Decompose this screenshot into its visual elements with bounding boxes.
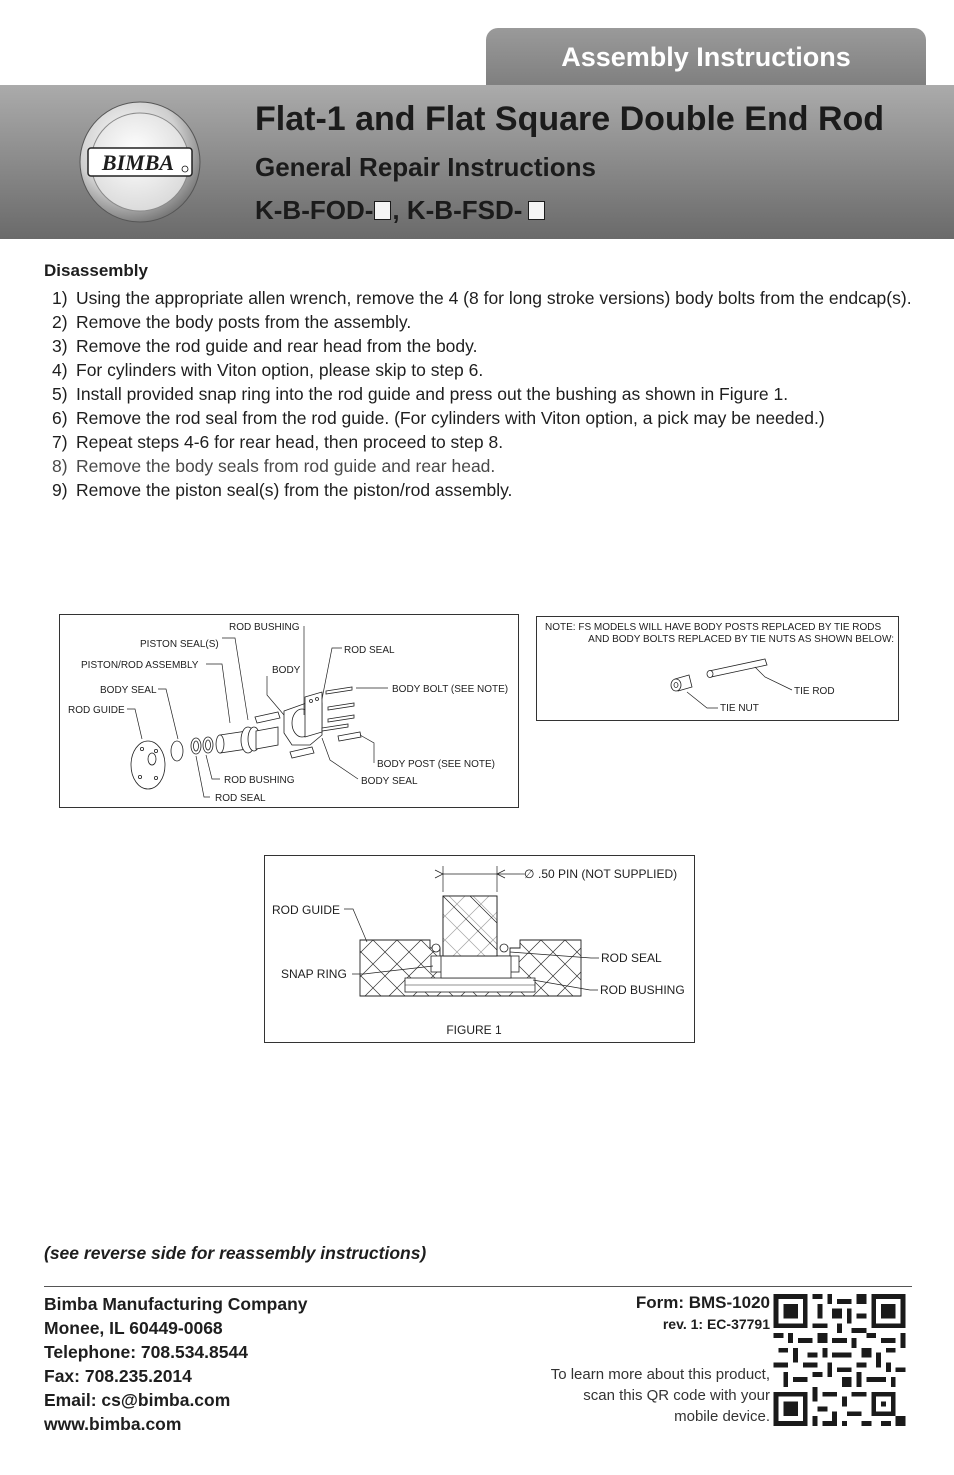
qr-code[interactable] <box>772 1294 907 1426</box>
reverse-side-note: (see reverse side for reassembly instructions) <box>44 1243 427 1263</box>
body-seal-part <box>171 741 183 761</box>
form-number: Form: BMS-1020 <box>635 1293 770 1312</box>
note-line-2: AND BODY BOLTS REPLACED BY TIE NUTS AS SHOWN BELOW: <box>588 634 894 645</box>
blank-box <box>528 201 545 220</box>
disassembly-steps <box>52 286 932 502</box>
step-number: 2) <box>52 312 68 332</box>
step-number: 3) <box>52 336 68 356</box>
list-item <box>52 430 932 454</box>
label-piston-rod-assembly: PISTON/ROD ASSEMBLY <box>81 660 199 671</box>
blank-box <box>374 201 391 220</box>
note-line-1: NOTE: FS MODELS WILL HAVE BODY POSTS REPLACED BY TIE RODS <box>545 622 882 633</box>
step-number: 6) <box>52 408 68 428</box>
company-name: Bimba Manufacturing Company <box>44 1294 308 1314</box>
step-text: Using the appropriate allen wrench, remove the 4 (8 for long stroke versions) body bolts from the endcap(s). <box>76 288 912 308</box>
list-item <box>52 454 932 478</box>
step-text: Remove the rod seal from the rod guide. (For cylinders with Viton option, a pick may be needed.) <box>76 408 825 428</box>
label-body-seal-left: BODY SEAL <box>100 685 157 696</box>
label-rod-seal-bottom: ROD SEAL <box>215 793 266 804</box>
figure-1-diagram <box>264 855 695 1043</box>
label-body-seal-right: BODY SEAL <box>361 776 418 787</box>
step-number: 9) <box>52 480 68 500</box>
label-rod-seal-top: ROD SEAL <box>344 645 395 656</box>
bimba-logo <box>78 100 202 224</box>
label-rod-bushing: ROD BUSHING <box>600 983 685 997</box>
list-item <box>52 406 932 430</box>
step-text: Remove the piston seal(s) from the piston/rod assembly. <box>76 480 513 500</box>
tie-rod-part <box>709 659 767 677</box>
model-numbers <box>255 195 546 226</box>
step-number: 7) <box>52 432 68 452</box>
diameter-symbol: ∅ <box>524 867 535 881</box>
step-text: Install provided snap ring into the rod guide and press out the bushing as shown in Figure 1. <box>76 384 789 404</box>
figure-caption: FIGURE 1 <box>446 1023 502 1037</box>
label-tie-nut: TIE NUT <box>720 703 759 714</box>
step-number: 1) <box>52 288 68 308</box>
label-rod-bushing-bottom: ROD BUSHING <box>224 775 295 786</box>
tab-label: Assembly Instructions <box>561 42 851 72</box>
label-body: BODY <box>272 665 301 676</box>
label-snap-ring: SNAP RING <box>281 967 347 981</box>
company-info <box>44 1292 308 1436</box>
disassembly-heading: Disassembly <box>44 261 148 280</box>
company-website[interactable]: www.bimba.com <box>44 1414 182 1434</box>
step-number: 8) <box>52 456 68 476</box>
model-1: K-B-FOD- <box>255 195 374 225</box>
step-text: Remove the rod guide and rear head from the body. <box>76 336 478 356</box>
step-text: Repeat steps 4-6 for rear head, then proceed to step 8. <box>76 432 504 452</box>
exploded-view-diagram <box>59 614 519 808</box>
step-number: 4) <box>52 360 68 380</box>
label-piston-seals: PISTON SEAL(S) <box>140 639 219 650</box>
label-body-post: BODY POST (SEE NOTE) <box>377 759 495 770</box>
step-number: 5) <box>52 384 68 404</box>
company-address: Monee, IL 60449-0068 <box>44 1318 223 1338</box>
label-rod-guide: ROD GUIDE <box>68 705 125 716</box>
list-item <box>52 358 932 382</box>
tie-rod-note-diagram <box>536 616 899 721</box>
logo-text: BIMBA <box>101 150 175 175</box>
revision-number: rev. 1: EC-37791 <box>662 1316 770 1332</box>
footer-divider <box>44 1286 912 1287</box>
label-rod-seal: ROD SEAL <box>601 951 662 965</box>
label-rod-bushing-top: ROD BUSHING <box>229 622 300 633</box>
company-telephone: Telephone: 708.534.8544 <box>44 1342 248 1362</box>
label-rod-guide: ROD GUIDE <box>272 903 341 917</box>
model-2: K-B-FSD- <box>406 195 523 225</box>
list-item <box>52 382 932 406</box>
assembly-instructions-tab <box>486 28 926 88</box>
label-body-bolt: BODY BOLT (SEE NOTE) <box>392 684 509 695</box>
rod-seal-section <box>432 944 440 952</box>
step-text: For cylinders with Viton option, please skip to step 6. <box>76 360 484 380</box>
page-subtitle: General Repair Instructions <box>255 152 596 182</box>
pin-label: .50 PIN (NOT SUPPLIED) <box>538 867 678 881</box>
list-item <box>52 310 932 334</box>
rod-bushing-part <box>191 738 201 754</box>
label-tie-rod: TIE ROD <box>794 686 835 697</box>
rod-guide-part <box>131 741 165 789</box>
company-fax: Fax: 708.235.2014 <box>44 1366 192 1386</box>
step-text: Remove the body seals from rod guide and rear head. <box>76 456 496 476</box>
list-item <box>52 478 932 502</box>
rod-seal-part <box>203 737 213 753</box>
list-item <box>52 334 932 358</box>
step-text: Remove the body posts from the assembly. <box>76 312 412 332</box>
qr-instructions: To learn more about this product, scan this QR code with your mobile device. <box>550 1366 770 1425</box>
page-title: Flat-1 and Flat Square Double End Rod <box>255 100 885 138</box>
model-separator: , <box>392 195 407 225</box>
list-item <box>52 286 932 310</box>
company-email[interactable]: Email: cs@bimba.com <box>44 1390 231 1410</box>
